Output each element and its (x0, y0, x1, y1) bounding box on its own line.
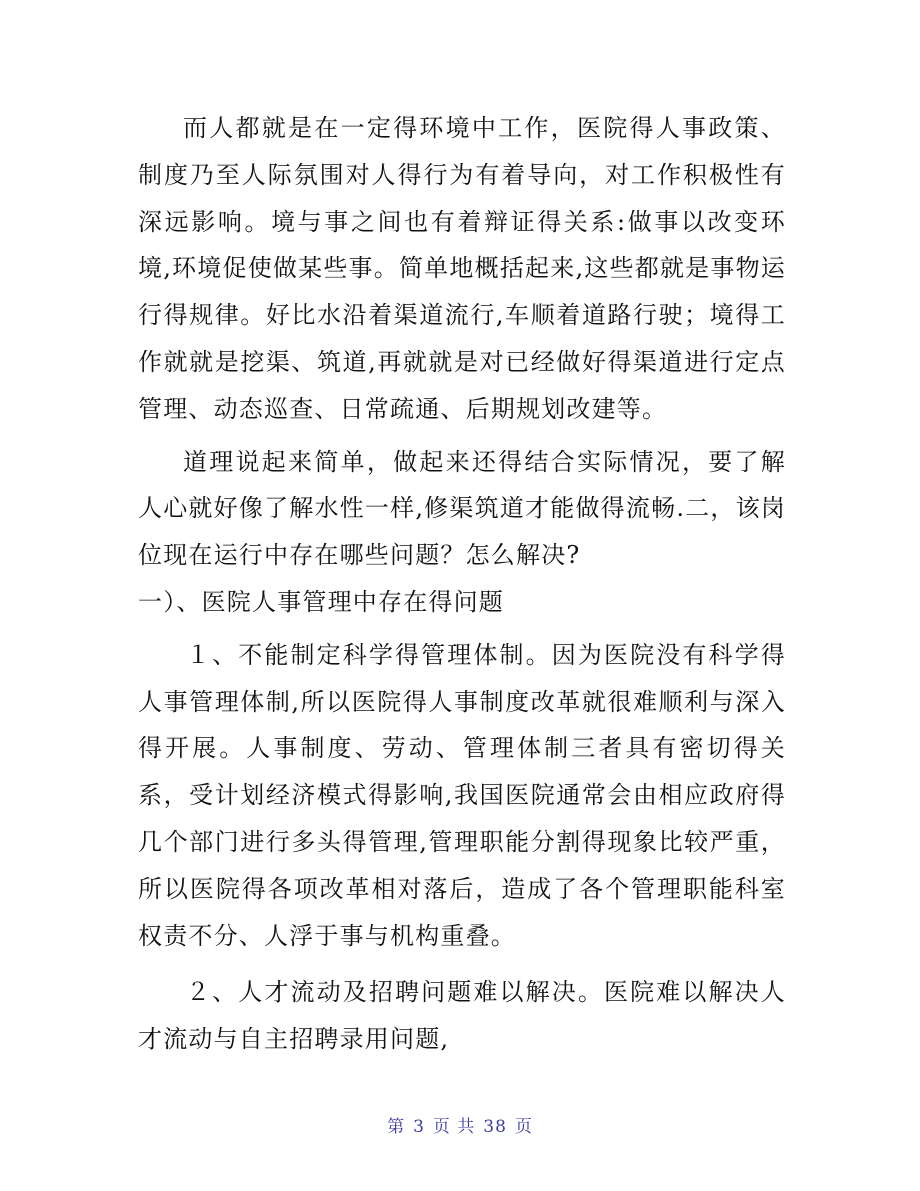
paragraph-environment: 而人都就是在一定得环境中工作，医院得人事政策、制度乃至人际氛围对人得行为有着导向，对工作积极性有深远影响。境与事之间也有着辩证得关系:做事以改变环境,环境促使做某些事。简单地概括起来,这些都就是事物运行得规律。好比水沿着渠道流行,车顺着道路行驶；境得工作就就是挖渠、筑道,再就就是对已经做好得渠道进行定点管理、动态巡查、日常疏通、后期规划改建等。 (138, 114, 786, 423)
footer-suffix: 页 (514, 1117, 533, 1137)
paragraph-principle: 道理说起来简单，做起来还得结合实际情况，要了解人心就好像了解水性一样,修渠筑道才能做得流畅.二，该岗位现在运行中存在哪些问题？怎么解决? (138, 447, 786, 570)
footer-middle: 页 共 (432, 1117, 476, 1137)
footer-prefix: 第 (387, 1117, 406, 1137)
page-footer (0, 1112, 920, 1137)
footer-current-page: 3 (413, 1117, 425, 1137)
paragraph-problem-2: ２、人才流动及招聘问题难以解决。医院难以解决人才流动与自主招聘录用问题, (138, 978, 786, 1054)
paragraph-problem-1: １、不能制定科学得管理体制。因为医院没有科学得人事管理体制,所以医院得人事制度改革就很难顺利与深入得开展。人事制度、劳动、管理体制三者具有密切得关系，受计划经济模式得影响,我国医院通常会由相应政府得几个部门进行多头得管理,管理职能分割得现象比较严重，所以医院得各项改革相对落后，造成了各个管理职能科室权责不分、人浮于事与机构重叠。 (138, 640, 786, 950)
section-heading-problems: 一）、医院人事管理中存在得问题 (138, 587, 504, 616)
document-body (138, 105, 786, 1063)
footer-total-pages: 38 (483, 1117, 507, 1137)
